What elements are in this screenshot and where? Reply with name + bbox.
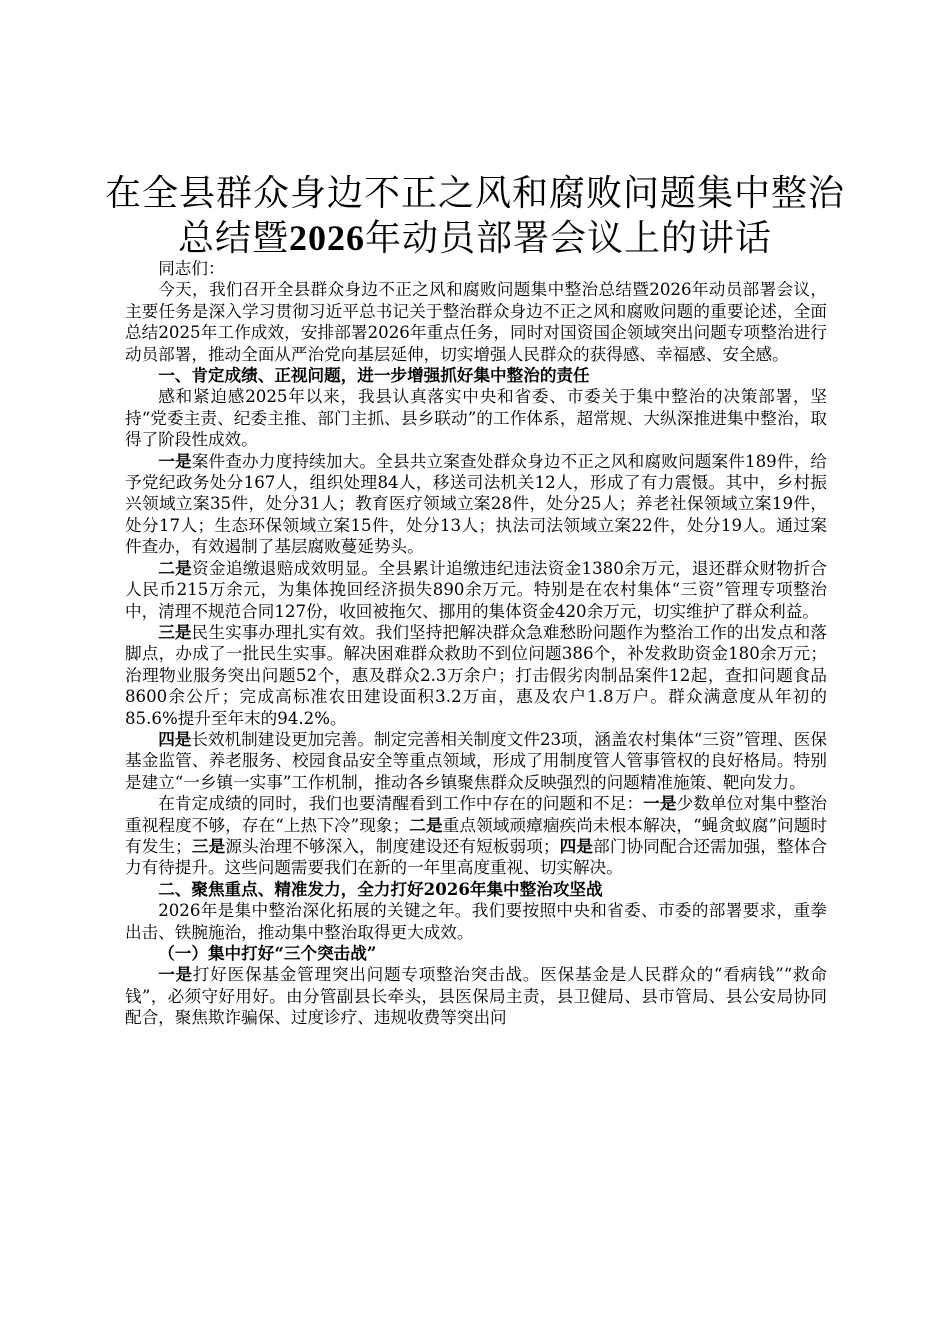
paragraph-item-4 [125,729,827,793]
problem-lead-4: 四是 [559,835,594,856]
item-text: 打好医保基金管理突出问题专项整治突击战。医保基金是人民群众的“看病钱”“救命钱”，必须守好用好。由分管副县长牵头，县医保局主责，县卫健局、县市管局、县公安局协同配合，聚焦欺诈骗保、过度诊疗、违规收费等突出问 [125,965,827,1028]
problem-lead-1: 一是 [643,793,677,814]
document-body [125,258,827,1029]
item-lead: 二是 [158,557,193,578]
item-lead: 一是 [158,450,192,471]
paragraph-section-1-intro: 感和紧迫感2025年以来，我县认真落实中央和省委、市委关于集中整治的决策部署，坚持“党委主责、纪委主推、部门主抓、县乡联动”的工作体系，超常规、大纵深推进集中整治，取得了阶段性成效。 [125,387,827,450]
item-lead: 四是 [158,728,192,749]
paragraph-item-3 [125,622,827,729]
problems-intro: 在肯定成绩的同时，我们也要清醒看到工作中存在的问题和不足： [158,794,644,814]
paragraph-section-2-intro: 2026年是集中整治深化拓展的关键之年。我们要按照中央和省委、市委的部署要求，重拳出击、铁腕施治，推动集中整治取得更大成效。 [125,901,827,942]
problem-lead-3: 三是 [191,835,226,856]
section-heading-2: 二、聚焦重点、精准发力，全力打好2026年集中整治攻坚战 [158,878,603,899]
problem-text-1: 少数单位对集中整治重视程度不够，存在“上热下冷”现象； [125,794,828,835]
paragraph-item-1 [125,451,827,558]
section-heading-1: 一、肯定成绩、正视问题，进一步增强抓好集中整治的责任 [158,365,590,386]
document-title [100,172,850,261]
paragraph-item-5 [125,964,827,1028]
salutation: 同志们： [158,259,225,278]
item-text: 长效机制建设更加完善。制定完善相关制度文件23项，涵盖农村集体“三资”管理、医保基金监管、养老服务、校园食品安全等重点领域，形成了用制度管人管事管权的良好格局。特别是建立“一乡镇一实事”工作机制，推动各乡镇聚焦群众反映强烈的问题精准施策、靶向发力。 [125,729,827,792]
subsection-heading-1: （一）集中打好“三个突击战” [158,943,377,963]
title-line-2-pre: 总结暨 [177,218,289,259]
problem-text-3: 源头治理不够深入，制度建设还有短板弱项； [225,836,560,856]
problem-text-2: 重点领域顽瘴痼疾尚未根本解决，“蝇贪蚁腐”问题时有发生； [125,815,828,856]
item-text: 民生实事办理扎实有效。我们坚持把解决群众急难愁盼问题作为整治工作的出发点和落脚点，办成了一批民生实事。解决困难群众救助不到位问题386个，补发救助资金180余万元；治理物业服务突出问题52个，惠及群众2.3万余户；打击假劣肉制品案件12起，查扣问题食品8600余公斤；完成高标准农田建设面积3.2万亩，惠及农户1.8万户。群众满意度从年初的85.6%提升至年末的94.2%。 [125,622,828,728]
item-lead: 一是 [158,964,193,985]
item-lead: 三是 [158,621,192,642]
problem-lead-2: 二是 [409,814,443,835]
paragraph-problems [125,793,827,879]
paragraph-item-2 [125,558,827,622]
title-year: 2026 [289,218,365,258]
title-line-2 [100,216,850,261]
title-line-1: 在全县群众身边不正之风和腐败问题集中整治 [104,173,845,214]
paragraph-intro: 今天，我们召开全县群众身边不正之风和腐败问题集中整治总结暨2026年动员部署会议，主要任务是深入学习贯彻习近平总书记关于整治群众身边不正之风和腐败问题的重要论述，全面总结2025年工作成效，安排部署2026年重点任务，同时对国资国企领域突出问题专项整治进行动员部署，推动全面从严治党向基层延伸，切实增强人民群众的获得感、幸福感、安全感。 [125,280,827,364]
item-text: 案件查办力度持续加大。全县共立案查处群众身边不正之风和腐败问题案件189件，给予党纪政务处分167人，组织处理84人，移送司法机关12人，形成了有力震慑。其中，乡村振兴领域立案35件，处分31人；教育医疗领域立案28件，处分25人；养老社保领域立案19件，处分17人；生态环保领域立案15件，处分13人；执法司法领域立案22件，处分19人。通过案件查办，有效遏制了基层腐败蔓延势头。 [125,451,828,557]
problem-text-4: 部门协同配合还需加强，整体合力有待提升。这些问题需要我们在新的一年里高度重视、切实解决。 [125,836,828,878]
item-text: 资金追缴退赔成效明显。全县累计追缴违纪违法资金1380余万元，退还群众财物折合人民币215万余元，为集体挽回经济损失890余万元。特别是在农村集体“三资”管理专项整治中，清理不规范合同127份，收回被拖欠、挪用的集体资金420余万元，切实维护了群众利益。 [125,558,827,621]
title-line-2-post: 年动员部署会议上的讲话 [365,218,773,259]
